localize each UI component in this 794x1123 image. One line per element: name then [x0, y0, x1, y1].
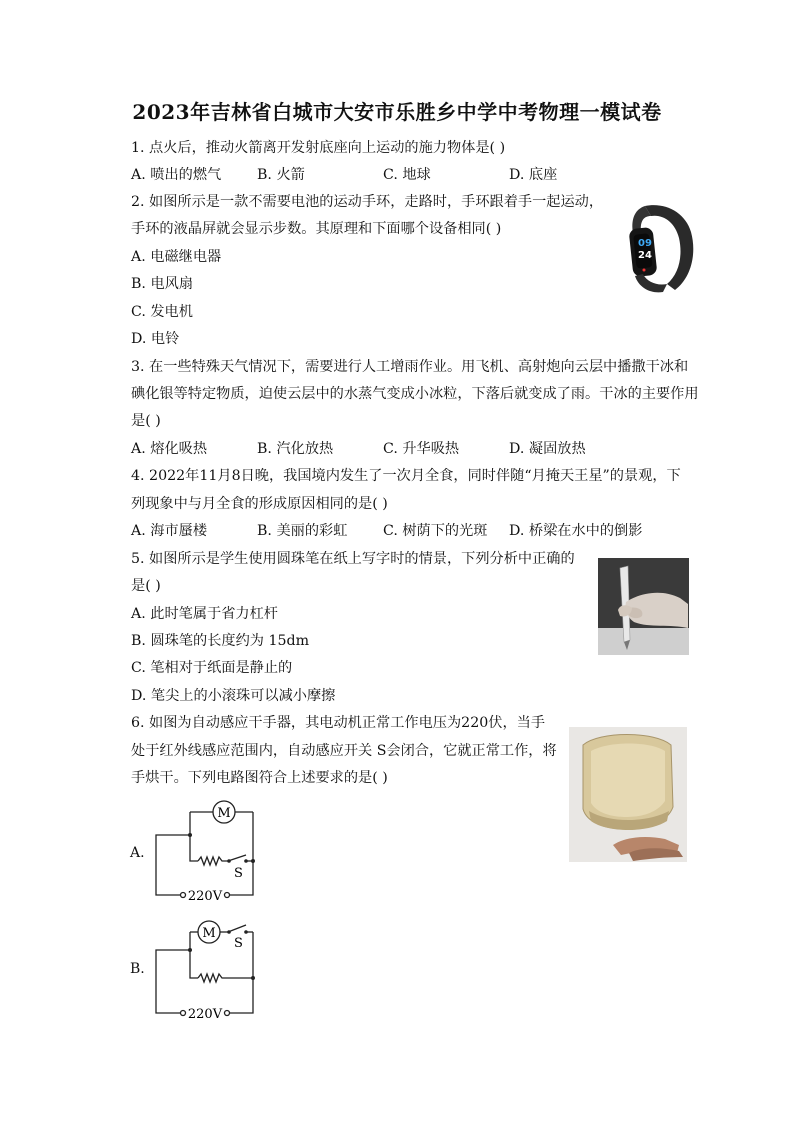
q2-option-d[interactable]: D. 电铃 [131, 331, 180, 347]
band-screen-bottom: 24 [638, 250, 652, 261]
circuit-diagram-b[interactable] [152, 914, 262, 1022]
q3-option-d[interactable]: D. 凝固放热 [509, 441, 586, 457]
q5-stem-line2: 是( ) [131, 578, 161, 594]
q6-option-a[interactable]: A. [130, 845, 145, 861]
q1-option-b[interactable]: B. 火箭 [257, 167, 305, 183]
q4-option-d[interactable]: D. 桥梁在水中的倒影 [509, 523, 643, 539]
q5-option-a[interactable]: A. 此时笔属于省力杠杆 [131, 606, 278, 622]
q3-option-c[interactable]: C. 升华吸热 [383, 441, 460, 457]
circuit-a-voltage-label: 220V [187, 889, 223, 904]
circuit-b-voltage-label: 220V [187, 1007, 223, 1022]
q3-stem-line1: 3. 在一些特殊天气情况下，需要进行人工增雨作业。用飞机、高射炮向云层中播撒干冰和 [131, 359, 689, 375]
q4-option-c[interactable]: C. 树荫下的光斑 [383, 523, 488, 539]
band-screen-top: 09 [638, 238, 652, 249]
q2-option-c[interactable]: C. 发电机 [131, 304, 193, 320]
q3-stem-line2: 碘化银等特定物质，迫使云层中的水蒸气变成小冰粒，下落后就变成了雨。干冰的主要作用 [131, 386, 699, 402]
q1-stem: 1. 点火后，推动火箭离开发射底座向上运动的施力物体是( ) [131, 140, 506, 156]
q6-stem-line1: 6. 如图为自动感应干手器，其电动机正常工作电压为220伏，当手 [131, 715, 546, 731]
q5-stem-line1: 5. 如图所示是学生使用圆珠笔在纸上写字时的情景，下列分析中正确的 [131, 551, 575, 567]
q2-stem-line1: 2. 如图所示是一款不需要电池的运动手环，走路时，手环跟着手一起运动， [131, 194, 604, 210]
q6-stem-line3: 手烘干。下列电路图符合上述要求的是( ) [131, 770, 388, 786]
q1-option-c[interactable]: C. 地球 [383, 167, 431, 183]
circuit-a-switch-label: S [234, 866, 243, 881]
circuit-b-motor-label: M [202, 926, 216, 941]
q4-option-b[interactable]: B. 美丽的彩虹 [257, 523, 348, 539]
q3-option-a[interactable]: A. 熔化吸热 [131, 441, 208, 457]
page-title: 2023年吉林省白城市大安市乐胜乡中学中考物理一模试卷 [132, 100, 662, 124]
q2-stem-line2: 手环的液晶屏就会显示步数。其原理和下面哪个设备相同( ) [131, 221, 502, 237]
q6-stem-line2: 处于红外线感应范围内，自动感应开关 S会闭合，它就正常工作，将 [131, 743, 557, 759]
q4-option-a[interactable]: A. 海市蜃楼 [131, 523, 208, 539]
circuit-diagram-a[interactable] [152, 799, 262, 907]
q5-option-c[interactable]: C. 笔相对于纸面是静止的 [131, 660, 293, 676]
q6-option-b[interactable]: B. [130, 961, 145, 977]
circuit-a-motor-label: M [217, 806, 231, 821]
hand-dryer-image [569, 727, 687, 862]
q4-stem-line2: 列现象中与月全食的形成原因相同的是( ) [131, 496, 388, 512]
q3-option-b[interactable]: B. 汽化放热 [257, 441, 334, 457]
q1-option-d[interactable]: D. 底座 [509, 167, 558, 183]
fitness-band-image [605, 198, 700, 298]
circuit-b-switch-label: S [234, 936, 243, 951]
q2-option-b[interactable]: B. 电风扇 [131, 276, 194, 292]
q4-stem-line1: 4. 2022年11月8日晚，我国境内发生了一次月全食，同时伴随“月掩天王星”的景观，下 [131, 468, 681, 484]
pen-writing-image [598, 558, 689, 655]
q5-option-d[interactable]: D. 笔尖上的小滚珠可以减小摩擦 [131, 688, 336, 704]
q3-stem-line3: 是( ) [131, 413, 161, 429]
q1-option-a[interactable]: A. 喷出的燃气 [131, 167, 222, 183]
q5-option-b[interactable]: B. 圆珠笔的长度约为 15dm [131, 633, 310, 649]
q2-option-a[interactable]: A. 电磁继电器 [131, 249, 222, 265]
